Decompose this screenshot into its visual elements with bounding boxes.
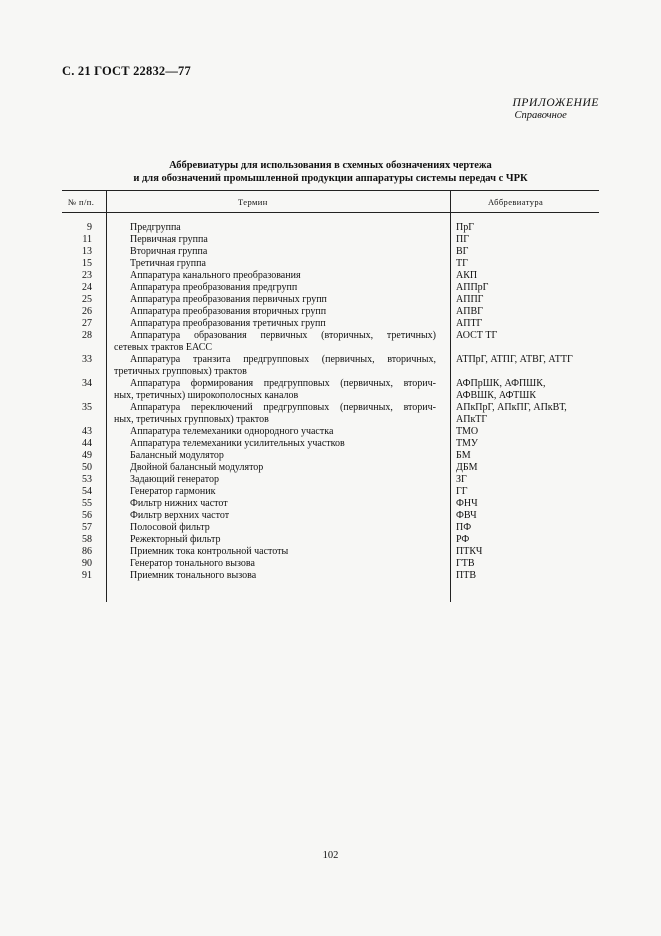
term-line: Аппаратура преобразования третичных групп	[130, 318, 326, 329]
term-line: Приемник тонального вызова	[130, 570, 257, 581]
row-abbreviation	[456, 498, 606, 510]
row-number: 90	[82, 558, 92, 569]
row-term	[114, 522, 436, 534]
row-abbreviation	[456, 294, 606, 306]
table-row	[62, 498, 599, 510]
table-header-rule	[62, 212, 599, 213]
row-term	[114, 570, 436, 582]
row-term	[114, 510, 436, 522]
row-number: 54	[82, 486, 92, 497]
table-row	[62, 570, 599, 582]
row-term	[114, 282, 436, 294]
row-number: 49	[82, 450, 92, 461]
table-row	[62, 318, 599, 330]
row-term	[114, 486, 436, 498]
table-row	[62, 426, 599, 438]
term-line: Аппаратура преобразования первичных групп	[130, 294, 327, 305]
row-number: 25	[82, 294, 92, 305]
abbreviation-line: АОСТ ТГ	[456, 330, 498, 341]
row-number: 55	[82, 498, 92, 509]
row-term	[114, 222, 436, 234]
table-row	[62, 522, 599, 534]
row-term	[114, 546, 436, 558]
row-abbreviation	[456, 222, 606, 234]
abbreviation-line: БМ	[456, 450, 471, 461]
row-number: 24	[82, 282, 92, 293]
abbreviation-line: ПГ	[456, 234, 470, 245]
row-number: 44	[82, 438, 92, 449]
term-line: ных, третичных) широкополосных каналов	[114, 390, 299, 401]
term-line: Аппаратура телемеханики усилительных участков	[130, 438, 345, 449]
term-line: Аппаратура переключений предгрупповых (первичных, вторич-	[130, 402, 436, 413]
term-line: Первичная группа	[130, 234, 208, 245]
row-number: 15	[82, 258, 92, 269]
row-term	[114, 258, 436, 270]
row-number: 91	[82, 570, 92, 581]
row-abbreviation	[456, 438, 606, 450]
term-line: Балансный модулятор	[130, 450, 224, 461]
row-number: 43	[82, 426, 92, 437]
table-row	[62, 558, 599, 570]
row-abbreviation	[456, 462, 606, 474]
row-abbreviation	[456, 510, 606, 522]
abbreviation-line: ФНЧ	[456, 498, 478, 509]
abbreviation-line: ТГ	[456, 258, 468, 269]
term-line: Аппаратура транзита предгрупповых (первичных, вторичных,	[130, 354, 436, 365]
row-number: 86	[82, 546, 92, 557]
page-header-title: С. 21 ГОСТ 22832—77	[62, 64, 191, 78]
row-term	[114, 234, 436, 246]
abbreviation-line: ЗГ	[456, 474, 467, 485]
row-term	[114, 318, 436, 330]
table-row	[62, 462, 599, 474]
row-number: 57	[82, 522, 92, 533]
abbreviation-line: ПрГ	[456, 222, 475, 233]
row-abbreviation	[456, 258, 606, 270]
abbreviation-line: АППрГ	[456, 282, 489, 293]
row-abbreviation	[456, 282, 606, 294]
row-abbreviation	[456, 270, 606, 282]
row-term	[114, 558, 436, 570]
table-row	[62, 546, 599, 558]
table-row	[62, 330, 599, 354]
table-top-rule	[62, 190, 599, 191]
row-abbreviation	[456, 354, 606, 378]
row-abbreviation	[456, 450, 606, 462]
abbreviation-line: АПВГ	[456, 306, 483, 317]
term-line: третичных групповых) трактов	[114, 366, 247, 377]
table-row	[62, 234, 599, 246]
term-line: Вторичная группа	[130, 246, 208, 257]
row-term	[114, 534, 436, 546]
row-term	[114, 474, 436, 486]
row-number: 56	[82, 510, 92, 521]
term-line: Двойной балансный модулятор	[130, 462, 264, 473]
row-term	[114, 378, 436, 402]
table-row	[62, 306, 599, 318]
row-abbreviation	[456, 234, 606, 246]
row-abbreviation	[456, 318, 606, 330]
term-line: Аппаратура телемеханики однородного участка	[130, 426, 334, 437]
table-row	[62, 402, 599, 426]
term-line: Приемник тока контрольной частоты	[130, 546, 289, 557]
row-term	[114, 402, 436, 426]
row-term	[114, 330, 436, 354]
row-abbreviation	[456, 546, 606, 558]
term-line: Третичная группа	[130, 258, 206, 269]
term-line: Генератор гармоник	[130, 486, 216, 497]
abbreviation-line: ФВЧ	[456, 510, 477, 521]
abbreviation-line: РФ	[456, 534, 470, 545]
row-number: 34	[82, 378, 92, 389]
row-abbreviation	[456, 522, 606, 534]
appendix-sublabel: Справочное	[514, 110, 567, 121]
column-header-term: Термин	[238, 197, 268, 207]
abbreviation-line: АФВШК, АФТШК	[456, 390, 537, 401]
term-line: Полосовой фильтр	[130, 522, 210, 533]
row-number: 53	[82, 474, 92, 485]
term-line: Предгруппа	[130, 222, 181, 233]
term-line: Аппаратура образования первичных (вторичных, третичных)	[130, 330, 436, 341]
abbreviation-line: АППГ	[456, 294, 484, 305]
row-term	[114, 450, 436, 462]
term-line: ных, третичных групповых) трактов	[114, 414, 269, 425]
term-line: Генератор тонального вызова	[130, 558, 255, 569]
row-term	[114, 246, 436, 258]
row-abbreviation	[456, 402, 606, 426]
abbreviation-line: АПТГ	[456, 318, 483, 329]
abbreviation-line: АПкТГ	[456, 414, 488, 425]
row-abbreviation	[456, 306, 606, 318]
row-term	[114, 462, 436, 474]
abbreviation-line: АКП	[456, 270, 478, 281]
row-term	[114, 306, 436, 318]
row-number: 58	[82, 534, 92, 545]
table-row	[62, 258, 599, 270]
abbreviation-line: АТПрГ, АТПГ, АТВГ, АТТГ	[456, 354, 573, 365]
abbreviation-line: ПТКЧ	[456, 546, 483, 557]
row-term	[114, 354, 436, 378]
row-number: 33	[82, 354, 92, 365]
table-row	[62, 438, 599, 450]
table-row	[62, 270, 599, 282]
column-header-abbreviation: Аббревиатура	[488, 197, 544, 207]
abbreviation-line: АФПрШК, АФПШК,	[456, 378, 546, 389]
abbreviation-line: ВГ	[456, 246, 469, 257]
appendix-label: ПРИЛОЖЕНИЕ	[512, 97, 599, 109]
row-term	[114, 438, 436, 450]
term-line: Фильтр нижних частот	[130, 498, 228, 509]
table-row	[62, 282, 599, 294]
caption-line-2: и для обозначений промышленной продукции аппаратуры системы передач с ЧРК	[133, 172, 528, 184]
abbreviation-line: ГГ	[456, 486, 468, 497]
row-term	[114, 270, 436, 282]
abbreviation-line: ПТВ	[456, 570, 476, 581]
caption-line-1: Аббревиатуры для использования в схемных обозначениях чертежа	[169, 160, 492, 171]
row-abbreviation	[456, 534, 606, 546]
row-abbreviation	[456, 426, 606, 438]
row-number: 13	[82, 246, 92, 257]
row-number: 23	[82, 270, 92, 281]
row-term	[114, 294, 436, 306]
page-number: 102	[322, 850, 339, 861]
row-number: 28	[82, 330, 92, 341]
table-row	[62, 246, 599, 258]
term-line: Аппаратура канального преобразования	[130, 270, 301, 281]
row-abbreviation	[456, 330, 606, 354]
appendix-block	[513, 97, 599, 121]
row-abbreviation	[456, 486, 606, 498]
row-number: 50	[82, 462, 92, 473]
row-abbreviation	[456, 570, 606, 582]
table-row	[62, 486, 599, 498]
table-row	[62, 294, 599, 306]
abbreviation-line: ДБМ	[456, 462, 478, 473]
term-line: Аппаратура преобразования вторичных групп	[130, 306, 327, 317]
row-abbreviation	[456, 246, 606, 258]
table-row	[62, 474, 599, 486]
table-body	[62, 222, 599, 582]
row-number: 11	[82, 234, 92, 245]
abbreviation-table	[62, 190, 599, 602]
row-term	[114, 426, 436, 438]
table-row	[62, 378, 599, 402]
abbreviation-line: ТМО	[456, 426, 479, 437]
abbreviation-line: АПкПрГ, АПкПГ, АПкВТ,	[456, 402, 567, 413]
row-number: 9	[87, 222, 92, 233]
row-term	[114, 498, 436, 510]
table-row	[62, 222, 599, 234]
term-line: Задающий генератор	[130, 474, 219, 485]
table-row	[62, 354, 599, 378]
abbreviation-line: ТМУ	[456, 438, 478, 449]
table-row	[62, 510, 599, 522]
table-row	[62, 450, 599, 462]
row-number: 27	[82, 318, 92, 329]
term-line: сетевых трактов ЕАСС	[114, 342, 213, 353]
row-number: 35	[82, 402, 92, 413]
row-number: 26	[82, 306, 92, 317]
term-line: Режекторный фильтр	[130, 534, 221, 545]
row-abbreviation	[456, 378, 606, 402]
term-line: Аппаратура преобразования предгрупп	[130, 282, 298, 293]
term-line: Аппаратура формирования предгрупповых (первичных, вторич-	[130, 378, 436, 389]
abbreviation-line: ПФ	[456, 522, 472, 533]
table-row	[62, 534, 599, 546]
table-caption	[62, 160, 599, 185]
column-header-number: № п/п.	[68, 197, 95, 207]
abbreviation-line: ГТВ	[456, 558, 475, 569]
row-abbreviation	[456, 474, 606, 486]
row-abbreviation	[456, 558, 606, 570]
term-line: Фильтр верхних частот	[130, 510, 230, 521]
